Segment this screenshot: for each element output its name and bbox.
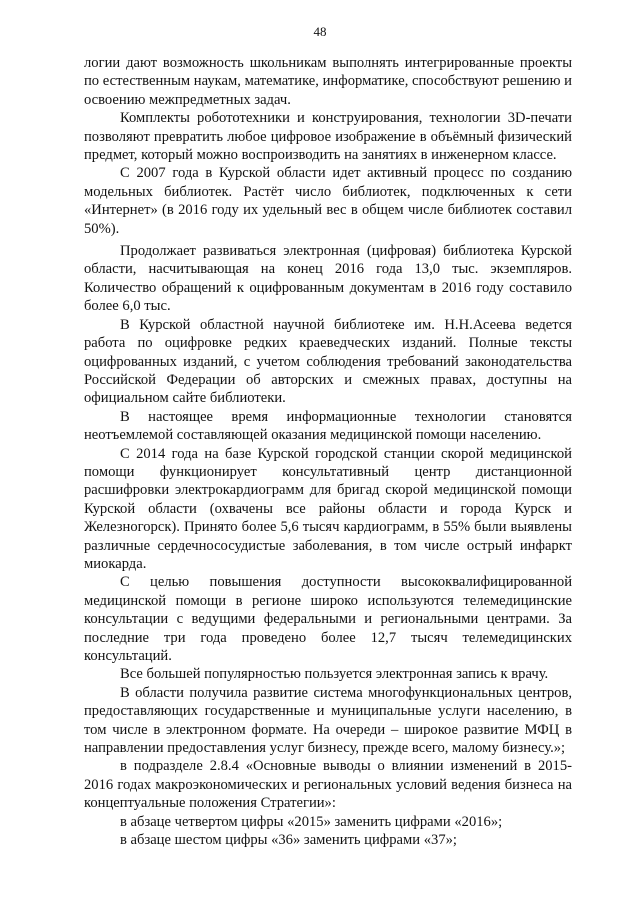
paragraph-model-libraries: С 2007 года в Курской области идет активный процесс по созданию модельных библиотек. Растёт число библиотек, подключенных к сети «Интернет» (в 2016 году их удельный вес в общем числе библиотек составил 50%).	[84, 165, 572, 237]
document-body	[84, 54, 572, 849]
paragraph-mfc: В области получила развитие система многофункциональных центров, предоставляющих государственные и муниципальные услуги населению, в том числе в электронном формате. На очереди – широкое развитие МФЦ в направлении предоставления услуг бизнесу, прежде всего, малому бизнесу.»;	[84, 684, 572, 757]
paragraph-asseev-library: В Курской областной научной библиотеке им. Н.Н.Асеева ведется работа по оцифровке редких краеведческих изданий. Полные тексты оцифрованных изданий, с учетом соблюдения требований законодательства Российской Федерации об авторских и смежных правах, доступны на официальном сайте библиотеки.	[84, 316, 572, 407]
paragraph-amend-sixth: в абзаце шестом цифры «36» заменить цифрами «37»;	[120, 832, 457, 849]
paragraph-continuation: логии дают возможность школьникам выполнять интегрированные проекты по естественным наукам, математике, информатике, способствуют решению и освоению межпредметных задач.	[84, 55, 572, 108]
paragraph-amend-fourth: в абзаце четвертом цифры «2015» заменить цифрами «2016»;	[120, 813, 503, 830]
paragraph-robotics: Комплекты робототехники и конструирования, технологии 3D-печати позволяют превратить любое цифровое изображение в объёмный физический предмет, который можно воспроизводить на занятиях в инженерном классе.	[84, 110, 572, 164]
page-number: 48	[313, 24, 327, 39]
paragraph-ecg-center: С 2014 года на базе Курской городской станции скорой медицинской помощи функционирует консультативный центр дистанционной расшифровки электрокардиограмм для бригад скорой медицинской помощи Курской области (охвачены все районы области и города Курск и Железногорск). Принято более 5,6 тысяч кардиограмм, в 55% были выявлены различные сердечнососудистые заболевания, в том числе острый инфаркт миокарда.	[84, 445, 572, 572]
paragraph-telemedicine: С целью повышения доступности высококвалифицированной медицинской помощи в регионе широко используются телемедицинские консультации с ведущими федеральными и региональными центрами. За последние три года проведено более 12,7 тысяч телемедицинских консультаций.	[84, 574, 572, 664]
paragraph-subsection-2-8-4: в подразделе 2.8.4 «Основные выводы о влиянии изменений в 2015-2016 годах макроэкономических и региональных условий ведения бизнеса на концептуальные положения Стратегии»:	[84, 758, 572, 812]
paragraph-it-medicine: В настоящее время информационные технологии становятся неотъемлемой составляющей оказания медицинской помощи населению.	[84, 408, 572, 444]
paragraph-digital-library: Продолжает развиваться электронная (цифровая) библиотека Курской области, насчитывающая на конец 2016 года 13,0 тыс. экземпляров. Количество обращений к оцифрованным документам в 2016 году составило более 6,0 тыс.	[84, 243, 572, 315]
paragraph-e-appointment: Все большей популярностью пользуется электронная запись к врачу.	[120, 666, 549, 683]
